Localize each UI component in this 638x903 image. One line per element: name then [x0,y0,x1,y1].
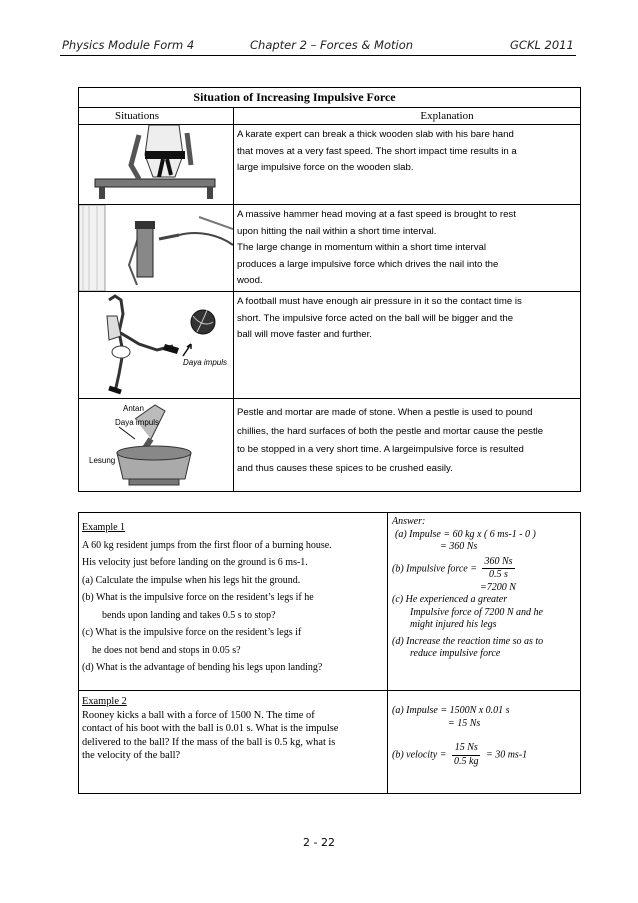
example1-answer [388,513,581,691]
example2-answer [388,691,581,794]
daya-impuls-label: Daya impuls [183,358,228,367]
explanation-line: The large change in momentum within a short time interval [237,242,487,253]
explanation-line: A karate expert can break a thick wooden slab with his bare hand [237,129,514,140]
answer-line: (c) He experienced a greater [392,594,508,605]
fraction-numerator: 15 Ns [452,742,480,756]
examples-table [78,512,581,794]
explanation-line: and thus causes these spices to be crushed easily. [237,462,453,474]
question-line: contact of his boot with the ball is 0.01 s. What is the impulse [82,723,339,734]
header-right: GCKL 2011 [510,38,574,52]
answer-line: reduce impulsive force [410,648,501,659]
explanation-cell [234,399,581,492]
explanation-line: upon hitting the nail within a short time interval. [237,225,437,237]
table-row [79,399,581,492]
table-row [79,513,581,691]
question-line: (c) What is the impulsive force on the resident’s legs if [82,627,302,638]
explanation-line: chillies, the hard surfaces of both the pestle and mortar cause the pestle [237,425,544,437]
hammer-nail-icon [79,205,233,291]
answer-result: = 30 ms-1 [485,749,528,761]
explanation-line: large impulsive force on the wooden slab. [237,162,414,173]
column-header-situations: Situations [79,108,234,125]
situation-picture [79,205,234,292]
table-row [79,125,581,205]
question-line: His velocity just before landing on the ground is 6 ms-1. [82,557,308,568]
fraction-denominator: 0.5 kg [454,755,479,767]
explanation-cell [234,125,581,205]
example1-question [79,513,388,691]
lesung-label: Lesung [89,456,116,465]
explanation-line: short. The impulsive force acted on the ball will be bigger and the [237,312,514,324]
explanation-line: to be stopped in a very short time. A largeimpulsive force is resulted [237,444,524,455]
table-title: Situation of Increasing Impulsive Force [79,88,581,108]
header-rule [60,55,576,56]
question-line: Rooney kicks a ball with a force of 1500 N. The time of [82,709,315,721]
explanation-line: Pestle and mortar are made of stone. When a pestle is used to pound [237,407,533,418]
daya-impuls-label: Daya impuls [115,418,160,427]
answer-line: = 360 Ns [440,541,478,552]
example2-question [79,691,388,794]
explanation-line: produces a large impulsive force which drives the nail into the [237,258,499,270]
answer-line: (a) Impulse = 1500N x 0.01 s [392,705,510,716]
question-line: delivered to the ball? If the mass of the ball is 0.5 kg, what is [82,736,336,748]
situation-picture [79,399,234,492]
fraction-denominator: 0.5 s [489,569,508,580]
fraction [482,556,514,582]
explanation-line: A football must have enough air pressure in it so the contact time is [237,296,522,307]
explanation-cell [234,292,581,399]
table-row [79,292,581,399]
pestle-mortar-icon [79,399,233,491]
header-left: Physics Module Form 4 [62,38,195,52]
fraction [452,742,480,768]
question-line: (d) What is the advantage of bending his legs upon landing? [82,662,323,673]
answer-line: Impulsive force of 7200 N and he [410,606,543,618]
situation-picture [79,292,234,399]
answer-line [392,556,576,582]
explanation-line: wood. [237,275,263,286]
question-line: the velocity of the ball? [82,750,181,761]
answer-line [392,742,576,768]
answer-line: might injured his legs [410,619,497,630]
answer-label: (b) velocity = [392,749,447,761]
impulsive-force-table [78,87,581,492]
answer-line: (d) Increase the reaction time so as to [392,635,544,647]
answer-label: (b) Impulsive force = [392,562,477,574]
question-line: (b) What is the impulsive force on the resident’s legs if he [82,592,314,603]
question-line: he does not bend and stops in 0.05 s? [92,644,241,656]
fraction-numerator: 360 Ns [482,556,514,570]
question-line: (a) Calculate the impulse when his legs hit the ground. [82,574,301,586]
table-row [79,205,581,292]
karate-chop-icon [79,125,233,204]
example1-title: Example 1 [82,522,126,533]
question-line: bends upon landing and takes 0.5 s to stop? [102,609,276,621]
example2-title: Example 2 [82,696,127,707]
situation-picture [79,125,234,205]
page-number: 2 - 22 [303,836,335,849]
explanation-line: A massive hammer head moving at a fast speed is brought to rest [237,209,516,220]
explanation-line: ball will move faster and further. [237,329,372,340]
answer-line: =7200 N [480,581,516,593]
column-header-explanation: Explanation [234,108,581,125]
answer-heading: Answer: [392,516,426,527]
explanation-line: that moves at a very fast speed. The short impact time results in a [237,145,517,157]
table-row [79,691,581,794]
question-line: A 60 kg resident jumps from the first floor of a burning house. [82,539,332,551]
answer-line: = 15 Ns [448,717,481,729]
explanation-cell [234,205,581,292]
antan-label: Antan [123,404,144,413]
answer-line: (a) Impulse = 60 kg x ( 6 ms-1 - 0 ) [395,528,536,540]
kicking-football-icon [79,292,233,398]
header-center: Chapter 2 – Forces & Motion [250,38,414,52]
